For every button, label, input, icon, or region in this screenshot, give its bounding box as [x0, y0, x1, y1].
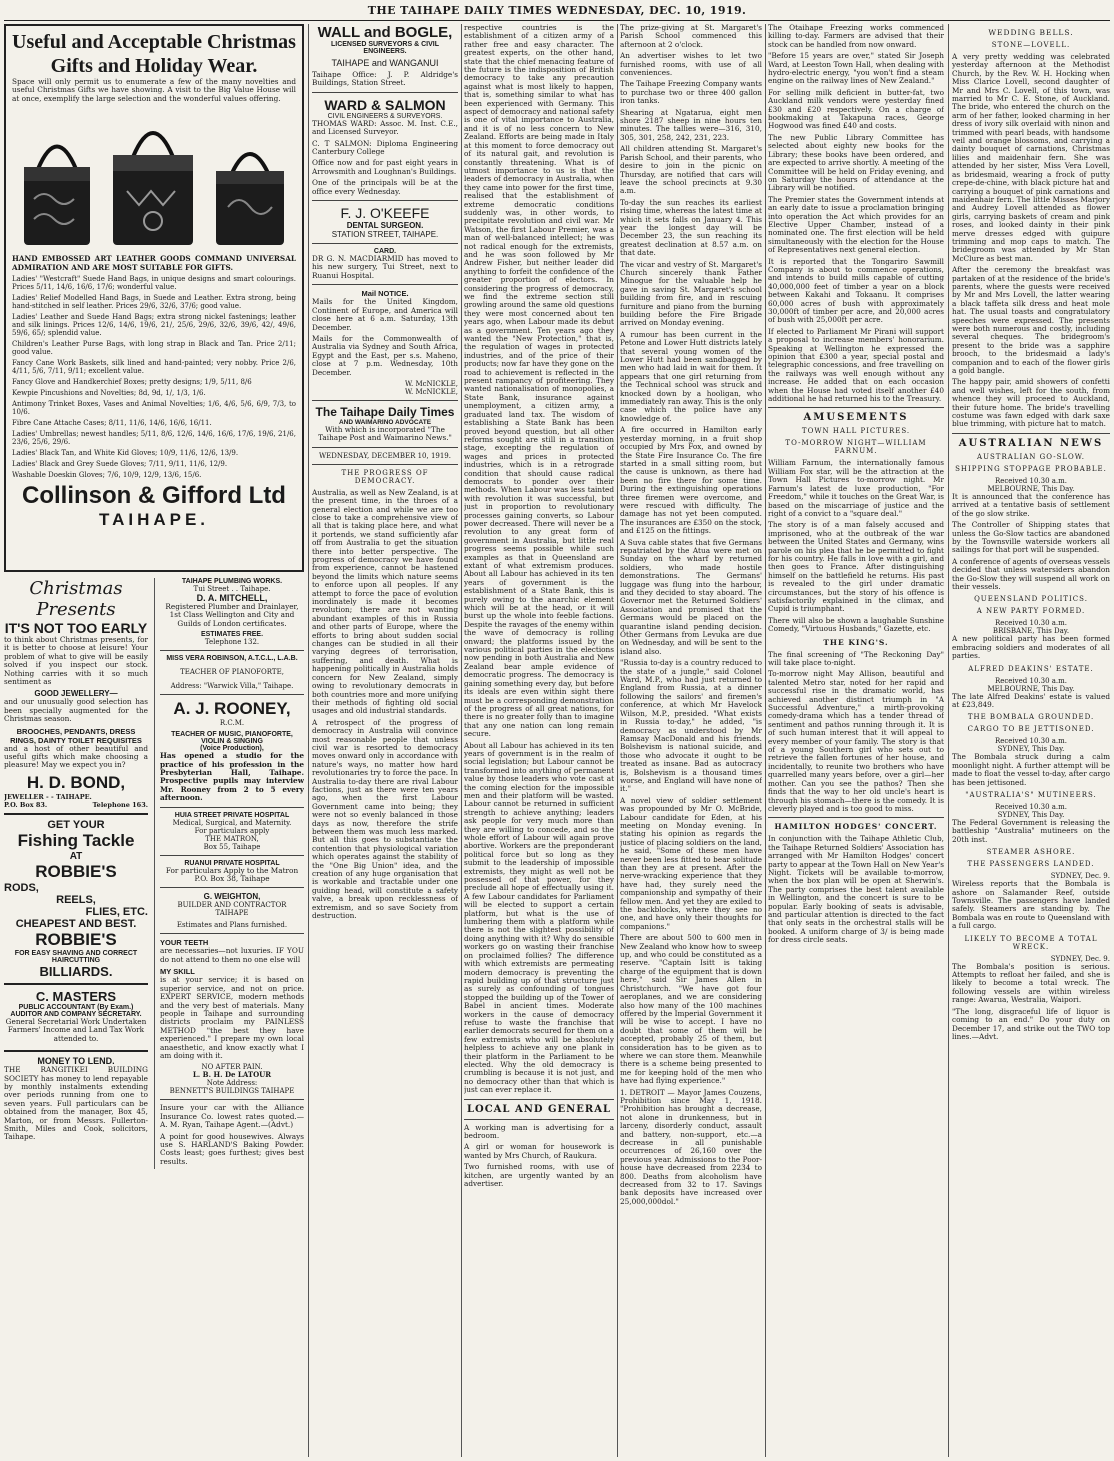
card-ad: [312, 248, 458, 280]
mail-notice: [312, 289, 458, 396]
alliance-advt: Insure your car with the Alliance Insurance Co. lowest rates quoted.—A. M. Ryan, Taihape Agent.—(Advt.): [160, 1103, 304, 1130]
local-item: For selling milk deficient in butter-fat, two Auckland milk vendors were yesterday fined £30 and £20 respectively. On a charge of bookmaking at Takapuna races, George Hogwood was fined £40 and costs.: [768, 87, 944, 131]
news-text: The late Alfred Deakins' estate is valued at £23,849.: [952, 691, 1110, 709]
harland-advt: A point for good housewives. Always use S. HARLAND'S Baking Powder. Costs least; goes furthest; gives best results.: [160, 1131, 304, 1166]
local-item: There are about 500 to 600 men in New Zealand who know how to sweep up, and who could be constituted as a reserve. "Captain Isitt is taking charge of the equipment that is down here," said Sir James Allen in Christchurch. "We have got four aeroplanes, and we are considering also how many of the 100 machines offered by the Imperial Government it will be wise to accept. I have no doubt that some of them will be accepted, probably 25 of them, but consideration has to be given as to where we can store them. Meanwhile there is a scheme being presented to me for keeping hold of the men who have had flying experience.": [620, 933, 762, 1086]
handbag-icon: [107, 113, 199, 249]
divider: [160, 1099, 304, 1100]
divider: [160, 694, 304, 695]
news-text: The Controller of Shipping states that unless the Go-Slow tactics are abandoned by the Townsville waterside workers all sailings for that port will be suspended.: [952, 520, 1110, 555]
column-rule: [765, 24, 766, 1457]
ad-item: Ladies' Black Tan, and White Kid Gloves; 10/9, 11/6, 12/6, 13/9.: [12, 449, 239, 458]
column-3: [464, 24, 614, 1457]
news-received: Received 10.30 a.m.: [994, 619, 1068, 628]
bond-contact: [4, 793, 148, 801]
ad-item: Ladies' Umbrellas; newest handles; 5/11, 8/6, 12/6, 14/6, 16/6, 17/6, 19/6, 21/6, 23/6, 25/6, 29/6.: [12, 430, 296, 447]
ad-intro: Space will only permit us to enumerate a few of the many novelties and useful Christmas Gifts we have showing. A visit to the Big Value House will at once, exemplify the large selection and the wonderful values offering.: [12, 77, 296, 103]
column-6: [952, 24, 1110, 1457]
card-text: DR G. N. MACDIARMID has moved to his new surgery, Tui Street, next to Ruanui Hospital.: [312, 254, 458, 280]
column-2: [312, 24, 458, 1457]
mail-sig: W. McNICKLE,: [405, 379, 458, 388]
mail-title: Mail NOTICE.: [361, 289, 409, 299]
amusement-text: The final screening of "The Reckoning Day" will take place to-night.: [768, 649, 944, 667]
ad-heading: HAND EMBOSSED ART LEATHER GOODS COMMAND UNIVERSAL ADMIRATION AND ARE MOST SUITABLE FOR GIFTS.: [12, 254, 296, 272]
amusements-sub: TOWN HALL PICTURES.: [801, 427, 911, 436]
amusement-text: The story is of a man falsely accused and imprisoned, who at the outbreak of the war between the United States and Germany, wins parole on his plea that he be permitted to fight for his country. He falls in love with a girl, and then goes to France. After distinguishing himself on the battlefield he returns. His past is revealed to the girl under dramatic circumstances, but the story of his offence is satisfactorily explained in the climax, and Cupid is triumphant.: [768, 520, 944, 614]
news-head: "AUSTRALIA'S" MUTINEERS.: [965, 791, 1097, 799]
column-5: [768, 24, 944, 1457]
column-4: [620, 24, 762, 1457]
column-1-lower-left: [4, 578, 148, 1169]
divider: [464, 1099, 614, 1100]
divider: [768, 407, 944, 408]
editorial-text: Australia, as well as New Zealand, is at the present time, in the throes of a general election and while we are too close to take a comprehensive view of all that is taking place here, and what it portends, we stand sufficiently afar off from Australia to get the situation there into better perspective. The progress of democracy we have found from experience, cannot be hastened beyond the limits which nature seems to enforce upon all peoples. If any attempt to force the pace of evolution inordinately is made it becomes revolution; there are not wanting abundant examples of this in Russia and other parts of Europe, where the efforts to bring about sudden social changes can be studied in all their varying degrees of terrorisation, suffering, and death. What is happening politically in Australia holds concern for New Zealand, simply owing to revolutionary democrats in both countries more and more unifying their methods of fighting old social usages and old industrial standards.: [312, 487, 458, 716]
ward-text: C. T SALMON: Diploma Engineering Canterbury College: [312, 138, 458, 157]
local-item: The Taihape Freezing Company wants to purchase two or three 400 gallon iron tanks.: [620, 79, 762, 106]
masthead: THE TAIHAPE DAILY TIMES WEDNESDAY, DEC. 10, 1919.: [367, 4, 747, 17]
local-item: All children attending St. Margaret's Parish School, and their parents, who desire to join in the picnic on Thursday, are notified that cars will leave the school precincts at 9.30 a.m.: [620, 144, 762, 196]
teeth-note: Note Address:: [206, 1079, 258, 1088]
robbie-line: GET YOUR: [47, 818, 105, 831]
news-head: QUEENSLAND POLITICS.: [974, 595, 1088, 604]
ward-text: Office now and for past eight years in Arrowsmith and Loughnan's Buildings.: [312, 158, 458, 176]
okeefe-title: F. J. O'KEEFE: [340, 205, 430, 222]
mail-text: Mails for the Commonwealth of Australia via Sydney and South Africa, Egypt and the East, per s.s. Maheno, close at 7 p.m. Wednesday, 10th December.: [312, 333, 458, 377]
mail-text: Mails for the United Kingdom, Continent of Europe, and America will close here at 6 a.m. Saturday, 13th December.: [312, 297, 458, 332]
divider: [312, 284, 458, 285]
news-dateline: BRISBANE, This Day.: [992, 627, 1070, 636]
column-rule: [617, 24, 618, 1457]
vera-addr: Address: "Warwick Villa," Taihape.: [170, 682, 294, 691]
ward-text: THOMAS WARD: Assoc. M. Inst. C.E., and Licensed Surveyor.: [312, 118, 458, 137]
divider: [768, 817, 944, 818]
editorial-text: A retrospect of the progress of democracy in Australia will convince most reasonable people that unless civil war is resorted to democracy moves onward only in accordance with nature's ways, no matter how hard revolutionaries try to force the pace. In Australia to-day there are rival Labour factions, just as there were ten years ago, when the first Labour Government came into being; they were not so evenly balanced in those days as now, therefore the strife between them was much less marked. But all this goes to substantiate the contention that physiological variation which operates against the stability of the "One Big Union" idea, and the creation of any huge organisation that is workable and tractable under one guiding head, will constitute a safety valve, a break upon recklessness of extremism, and so save Society from destruction.: [312, 717, 458, 921]
news-head: SHIPPING STOPPAGE PROBABLE.: [955, 464, 1107, 473]
ruanui-ad: [160, 860, 304, 884]
column-rule: [308, 24, 309, 1457]
divider: [312, 200, 458, 201]
plumbing-ad: [160, 578, 304, 646]
australian-news-title: AUSTRALIAN NEWS: [958, 437, 1104, 449]
money-ad: [4, 1052, 148, 1149]
masters-role: PUBLIC ACCOUNTANT (By Exam.) AUDITOR AND COMPANY SECRETARY.: [10, 1003, 142, 1018]
weighton-name: G. WEIGHTON,: [203, 892, 261, 902]
wedding-text: The happy pair, amid showers of confetti and well wishes, left for the south, from whence they will proceed to Auckland, their future home. The bride's travelling costume was fawn edged with dark saxe blue trimming, with picture hat to match.: [952, 377, 1110, 429]
rooney-deg: R.C.M.: [219, 719, 245, 728]
huia-title: HUIA STREET PRIVATE HOSPITAL: [174, 811, 290, 819]
ad-item: Ladies' Leather and Suede Hand Bags; extra strong nickel fastenings; leather and silk linings. Prices 12/6, 14/6, 19/6, 21/, 25/6, 29/6, 32/6, 39/6, 42/, 49/6, 59/6, 65/; splendid value.: [12, 313, 296, 338]
wall-bogle-ad: [312, 24, 458, 88]
divider: [312, 400, 458, 401]
news-dateline: SYDNEY, This Day.: [997, 745, 1065, 754]
weighton-text: Estimates and Plans furnished.: [176, 921, 288, 930]
local-item: The prize-giving at St. Margaret's Parish School commenced this afternoon at 2 o'clock.: [620, 24, 762, 49]
local-item: It is reported that the Tongariro Sawmill Company is about to commence operations, and intends to build mills capable of cutting 40,000,000 feet of timber a year on a block between Kakahi and Tokaanu. It comprises 60,000 acres of bush with approximately 30,000ft of timber per acre, and 20,000 acres of bush with 25,000ft per acre.: [768, 256, 944, 325]
divider: [160, 650, 304, 651]
amusement-text: There will also be shown a laughable Sunshine Comedy, "Virtuous Husbands," Gazette, etc.: [768, 615, 944, 634]
bond-text: to think about Christmas presents, for it is better to choose at leisure! Your problem of what to give will be easily solved if you inspect our stock. Nothing carries with it so much sentiment as: [4, 635, 148, 687]
news-text: Wireless reports that the Bombala is ashore on Salamander Reef, outside Townsville. The passengers have landed safely. Steamers are standing by. The Bombala was en route to Queensland with a full cargo.: [952, 879, 1110, 931]
news-text: A new political party has been formed embracing soldiers and moderates of all parties.: [952, 634, 1110, 661]
column-rule: [948, 24, 949, 1457]
local-item: The Premier states the Government intends at an early date to issue a proclamation bringing into operation the Act which provides for an Elective Upper Chamber, instead of a nominated one. The first election will be held simultaneously with the election for the House of Representatives next general election.: [768, 194, 944, 255]
rooney-sub: (Voice Production),: [200, 745, 264, 753]
weighton-ad: [160, 892, 304, 929]
plumbing-addr: Tui Street . . Taihape.: [193, 585, 271, 593]
news-dateline: SYDNEY, This Day.: [997, 811, 1065, 819]
robbie-line: FLIES, ETC.: [85, 905, 148, 918]
paper-date: WEDNESDAY, DECEMBER 10, 1919.: [318, 451, 451, 460]
news-dateline: MELBOURNE, This Day.: [987, 484, 1075, 493]
robbie-line: RODS,: [4, 881, 39, 894]
wedding-sub: STONE—LOVELL.: [991, 41, 1071, 49]
news-dateline: SYDNEY, Dec. 9.: [1050, 954, 1110, 963]
local-item: "Before 15 years are over," stated Sir Joseph Ward, at Leeston Town Hall, when dealing with hydro-electric energy, "you won't find a steam engine on the railway lines of New Zealand.": [768, 51, 944, 86]
divider: [952, 433, 1110, 434]
vera-sub: TEACHER OF PIANOFORTE,: [180, 668, 284, 677]
liquor-advt: "The long, disgraceful life of liquor is coming to an end." Do your duty on December 17, and strike out the TWO top lines.—Advt.: [952, 1006, 1110, 1041]
bond-headline: IT'S NOT TOO EARLY: [4, 620, 148, 636]
divider: [312, 447, 458, 448]
robbie-line: Fishing Tackle: [17, 830, 135, 850]
weighton-sub: BUILDER AND CONTRACTOR TAIHAPE: [177, 901, 287, 918]
collinson-gifford-ad: [4, 24, 304, 572]
christmas-script: Christmas Presents: [29, 578, 123, 620]
masters-ad: [4, 985, 148, 1052]
amusement-text: To-morrow night May Allison, beautiful and talented Metro star, noted for her rapid and successful rise in the dramatic world, has achieved another distinct triumph in "A Successful Adventure," a mirth-provoking comedy-drama which has a tender thread of sentiment and pathos running through it. It is of such human interest that it will appeal to every member of your family. The story is that of a young Southern girl who sets out to retrieve the fallen fortunes of her house, and incidentally, to reunite two brothers who have quarrelled many years before, over a girl—her mother. Can you see the pathos? Then she finds that the way to her old uncle's heart is through his stomach—there is the comedy. It is cleverly played and is too good to miss.: [768, 669, 944, 813]
news-received: Received 10.30 a.m.: [994, 803, 1068, 811]
firm-name: Collinson & Gifford Ltd: [22, 482, 286, 510]
news-text: The Federal Government is releasing the battleship "Australia" mutineers on the 20th inst.: [952, 818, 1110, 844]
robbie-ad: [4, 815, 148, 985]
okeefe-ad: [312, 205, 458, 239]
paper-nameplate: [312, 405, 458, 465]
hodges-title: HAMILTON HODGES' CONCERT.: [774, 822, 938, 832]
local-item: A girl or woman for housework is wanted by Mrs Church, of Raukura.: [464, 1142, 614, 1160]
divider: [312, 92, 458, 93]
robbie-line: AT: [69, 850, 83, 862]
news-head: A NEW PARTY FORMED.: [976, 607, 1086, 616]
teeth-text: are necessaries—not luxuries. IF YOU do not attend to them no one else will: [160, 946, 304, 964]
robbie-line: REELS,: [56, 893, 96, 906]
news-text: It is announced that the conference has arrived at a tentative basis of settlement of the go slow strike.: [952, 491, 1110, 518]
robbie-line: FOR EASY SHAVING AND CORRECT HAIRCUTTING: [14, 949, 138, 964]
news-head: THE BOMBALA GROUNDED.: [967, 713, 1095, 722]
okeefe-addr: STATION STREET, TAIHAPE.: [331, 230, 439, 240]
plumbing-phone: Telephone 132.: [204, 638, 260, 647]
paper-title: The Taihape Daily Times: [315, 404, 455, 419]
plumbing-estimates: ESTIMATES FREE.: [200, 631, 264, 639]
editorial-text: respective countries is the establishment of a citizen army of a rather free and easy character. The greatest experts, on the other hand, state that the chief menacing feature of the future is the indisposition of British democracy to take any precaution against what is most likely to happen, that is, something similar to what has been experienced with Germany. This aspect of democracy and national safety is one of vital importance to Australia, and it is of no less concern to New Zealand. Efforts are being made in Italy at this moment to force democracy out of its natural gait, and revolution is constantly threatening. What is of utmost importance to us is that the leaders of democracy in Australia, when they came into power for the first time, realised that the establishment of extreme democratic conditions suddenly was, in other words, to precipitate revolution and civil war. Mr Watson, the first Labour Premier, was a man of well-balanced intellect; he was not radical enough for the extremists, and he was soon followed by Mr Andrew Fisher, but neither leader did anything to forfeit the confidence of the greater proportion of electors. In considering the progress of democracy, we find the extreme section still growling around the same old questions they were most concerned about ten years ago, when Labour made its debut as a government. Ten years ago they wanted the "New Protection," that is, the regulation of wages in protected industries, and of the price of their products; now far have they gone on the road to achievement is reflected in the present rampancy of profiteering. They wanted nationalisation of monopolies, a State Bank, insurance against unemployment, a citizen army, a graduated land tax. The wisdom of establishing a State Bank has been proved beyond question, but all other reforms sought are still in a transition stage, excepting the regulation of wages and prices in protected industries, which is in a retrograde condition that should cause radical democrats to ponder over their methods. When Labour was less tainted with revolution it was successful, but just in proportion to revolutionary processes gaining converts, so Labour power decreased. There will never be a revolution to any great form of government in Australia, but little real progress seems possible while such examples as that in Queensland are extant of what extremism produces. About all Labour has achieved in its ten years of government is the establishment of a State Bank, this is purely owing to the anarchic element which will be at the head, or it will burst up the whole into feeble factions. Despite the ravages of the enemy within the wave of democracy is rolling onward; the platforms issued by the various political parties in the elections now pending in both Australia and New Zealand bear ample evidence of democratic progress. The democracy is gaining something every day, but before its ideals are even within sight there must be a corresponding demonstration of the progress of all great nations, for there is no greater folly than to imagine that any one nation can long remain secure.: [464, 24, 614, 739]
ward-sub: CIVIL ENGINEERS & SURVEYORS.: [327, 112, 443, 120]
local-item: The vicar and vestry of St. Margaret's Church sincerely thank Father Minogue for the valuable help he gave in saving St. Margaret's school building from fire, and in rescuing furniture and piano from the burning building before the Fire Brigade arrived on Monday evening.: [620, 259, 762, 328]
teeth-skill: MY SKILL: [160, 967, 195, 977]
robbie-name: ROBBIE'S: [35, 861, 117, 881]
teeth-name: L. B. H. De LATOUR: [192, 1070, 272, 1080]
wedding-text: After the ceremony the breakfast was partaken of at the residence of the bride's parents, where the guests were received by Mr and Mrs Lovell, the latter wearing a black taffeta silk dress and heat mole hat. The usual toasts and congratulatory speeches were expressed. The presents were both numerous and costly, including several cheques. The bridegroom's present to the bride was a sapphire brooch, to the bridesmaid a lady's companion and to each of the flower girls a gold bangle.: [952, 265, 1110, 376]
news-received: Received 10.30 a.m.: [994, 737, 1068, 746]
masters-name: C. MASTERS: [35, 988, 117, 1004]
local-item: A Suva cable states that five Germans repatriated by the Atua were met on Sunday on the wharf by returned soldiers, who made hostile demonstrations. The Germans' luggage was flung into the harbour, and they decided to stay aboard. The Governor met the Returned Soldiers' Association and promised that the Germans would be placed on the quarantine island pending decision. Other Germans from Levuka are due on Wednesday, and will be sent to the island also.: [620, 537, 762, 656]
local-item: The new Public Library Committee has selected about eighty new books for the Library; these books have been ordered, and are expected to arrive shortly. A meeting of the Committee will be held on Friday evening, and on Saturday the hours of attendance at the Library will be notified.: [768, 132, 944, 193]
editorial-text: About all Labour has achieved in its ten years of government is in the realm of social legislation; but Labour cannot be transformed into anything of permanent value by those leaders who vote cast at the coming election for the impossible men and their platform will be wasted. Labour cannot be returned in sufficient strength to achieve anything; leaders ask people for very much more than they are willing to concede, and so the whole effort of Labour will again prove abortive. Workers are the preponderant political force but so long as they submit to the leadership of impossible extremists, they might as well not be possessed of that power, for they preclude all hope of effectually using it. A few Labour candidates for Parliament will be elected to support a certain platform, but what is the use of lumbering them with a platform while there is not the slightest possibility of doing anything with it? Why do sensible workers go on wasting their franchise on proclaimed follies? The difference with which extremists are permeating modern democracy is preventing the rapid building up of that structure just as surely as confounding of tongues stopped the building up of the Tower of Babel in ancient times. Moderate workers in the cause of democracy refuse to waste the franchise that earlier democrats secured for them on a few extremists who will be absolutely helpless to achieve any one plank in their platform in the Parliament to be elected. Why the old democracy is crumbling is because it is not just, and no democracy other than that which is just can ever replace it.: [464, 740, 614, 1095]
local-item: Shearing at Ngatarua, eight men shore 2187 sheep in nine hours ten minutes. The tallies were—316, 310, 305, 301, 258, 242, 231, 223.: [620, 107, 762, 142]
paper-sub: AND WAIMARINO ADVOCATE: [338, 418, 432, 426]
news-received: Received 10.30 a.m.: [994, 676, 1068, 685]
amusement-text: William Farnum, the internationally famous William Fox star, will be the attraction at the Town Hall Pictures to-morrow night. Mr Farnum's latest de luxe production, "For Freedom," while it touches on the Great War, is based on the miscarriage of justice and the right of a convict to a "square deal.": [768, 458, 944, 518]
rooney-sub: TEACHER OF MUSIC, PIANOFORTE, VIOLIN & SINGING: [171, 731, 293, 746]
ad-item: Ladies' "Westcraft" Suede Hand Bags, in unique designs and smart colourings. Prices 5/11, 14/6, 16/6, 17/6; wonderful value.: [12, 275, 296, 292]
rooney-ad: [160, 699, 304, 802]
news-head: THE PASSENGERS LANDED.: [967, 860, 1095, 869]
local-item: An advertiser wishes to let two furnished rooms, with use of all conveniences.: [620, 51, 762, 78]
ad-title: Useful and Acceptable Christmas Gifts and Holiday Wear.: [12, 31, 296, 77]
money-text: THE RANGITIKEI BUILDING SOCIETY has money to lend repayable by monthly instalments extending over periods running from one to seven years. Full particulars can be obtained from the manager, Box 45, Marton, or from Messrs. Fullerton-Smith, Miles and Cook, solicitors, Taihape.: [4, 1065, 148, 1142]
bond-box: P.O. Box 83.: [4, 800, 48, 809]
vera-title: MISS VERA ROBINSON, A.T.C.L., L.A.B.: [166, 655, 298, 663]
firm-town: TAIHAPE.: [98, 510, 210, 530]
news-text: The Bombala struck during a calm moonlight night. A further attempt will be made to float the vessel to-day, after cargo has been jettisoned.: [952, 752, 1110, 787]
plumbing-name: D. A. MITCHELL,: [196, 593, 268, 603]
ad-item: Kewpie Pincushions and Novelties; 8d, 9d, 1/, 1/3, 1/6.: [12, 389, 206, 398]
news-head: STEAMER ASHORE.: [986, 848, 1076, 857]
amusements-title: AMUSEMENTS: [803, 412, 909, 424]
robbie-line: CHEAPEST AND BEST.: [15, 917, 137, 930]
news-head: LIKELY TO BECOME A TOTAL WRECK.: [964, 934, 1098, 951]
vera-ad: [160, 655, 304, 690]
handbag-icon: [210, 137, 290, 249]
huia-sub: Medical, Surgical, and Maternity.: [172, 818, 292, 827]
paper-inc: With which is incorporated "The Taihape Post and Waimarino News.": [318, 424, 452, 443]
bond-name: H. D. BOND,: [26, 772, 126, 792]
teeth-nopain: NO AFTER PAIN.: [201, 1063, 263, 1072]
divider: [464, 1119, 614, 1120]
ward-salmon-ad: [312, 97, 458, 196]
ad-item: Fancy Cane Work Baskets, silk lined and hand-painted; very nobby. Price 2/6, 4/11, 5/6, 7/11, 9/11; excellent value.: [12, 359, 296, 376]
ad-item: Fibre Cane Attache Cases; 8/11, 11/6, 14/6, 16/6, 16/11.: [12, 419, 212, 428]
local-item: A rumour has been current in the Petone and Lower Hutt districts lately that several young women of the Lower Hutt had been sandbagged by men who had laid in wait for them. It appears that one girl returning from the Technical school was struck and knocked down by a hooligan, who immediately ran away. This is the only case which the police have any knowledge of.: [620, 329, 762, 423]
rooney-text: Has opened a studio for the practice of his profession in the Presbyterian Hall, Taihape. Prospective pupils may interview Mr. Rooney from 2 to 5 every afternoon.: [160, 751, 304, 803]
divider: [312, 243, 458, 244]
ward-text: One of the principals will be at the office every Wednesday.: [312, 178, 458, 196]
divider: [312, 464, 458, 465]
column-1-lower: [4, 578, 304, 1169]
local-item: A working man is advertising for a bedroom.: [464, 1122, 614, 1140]
teeth-title: YOUR TEETH: [160, 938, 209, 948]
teeth-address: BENNETT'S BUILDINGS TAIHAPE: [169, 1087, 295, 1096]
column-rule: [461, 24, 462, 1457]
local-item: If elected to Parliament Mr Pirani will support a proposal to increase members' honorarium. Speaking at Wellington he expressed the opinion that £300 a year, special postal and telegraphic concessions, and free travelling on the railways was well enough without any increase. He added that on each occasion when the House had voted itself another £40 additional he had returned his to the Treasury.: [768, 326, 944, 404]
huia-text: THE MATRON,: [205, 834, 259, 843]
bond-contact: [4, 801, 148, 809]
plumbing-title: TAIHAPE PLUMBING WORKS.: [181, 578, 283, 585]
ad-item: Ladies' Black and Grey Suede Gloves; 7/11, 9/11, 11/6, 12/9.: [12, 460, 228, 469]
wall-towns: TAIHAPE and WANGANUI: [331, 58, 439, 68]
news-dateline: MELBOURNE, This Day.: [987, 684, 1075, 693]
wall-text: Taihape Office: J. P. Aldridge's Buildings, Station Street.: [312, 70, 458, 88]
kings-title: THE KING'S.: [823, 637, 889, 647]
ad-item: Fancy Glove and Handkerchief Boxes; pretty designs; 1/9, 5/11, 8/6: [12, 378, 252, 387]
amusement-text: In conjunction with the Taihape Athletic Club, the Taihape Returned Soldiers' Association has arranged with Mr Hamilton Hodges' concert party to appear at the Town Hall on New Year's Night. Tickets will be available to-morrow, when the box plan will be open at Sherwin's. The party comprises the best talent available in Wellington, and the concert is sure to be popular. Early booking of seats is advisable, and particular attention is directed to the fact that only seats in the orchestral stalls will be booked. A uniform charge of 3/ is being made for dress circle seats.: [768, 834, 944, 945]
local-general-title: LOCAL AND GENERAL: [466, 1103, 612, 1115]
teeth-text: is at your service; it is based on superior service, and not on price. EXPERT SERVICE, modern methods and the very best of materials. Many people in Taihape and surrounding districts proclaim my PAINLESS METHOD "the best they have experienced." I prepare my own local anaesthetic, and know exactly what I am doing with it.: [160, 975, 304, 1060]
bond-sub: JEWELLER - - TAIHAPE.: [4, 792, 92, 801]
local-item: The Otaihape Freezing works commenced killing to-day. Farmers are advised that their stock can be handled from now onward.: [768, 24, 944, 49]
card-title: CARD.: [373, 248, 397, 256]
divider: [160, 933, 304, 934]
ruanui-text: For particulars Apply to the Matron P.O. Box 38, Taihape: [165, 865, 299, 884]
news-text: A conference of agents of overseas vessels decided that unless watersiders abandon the Go-Slow they will suspend all work on their vessels.: [952, 556, 1110, 591]
divider: [160, 855, 304, 856]
local-item: 1. DETROIT — Mayor James Couzens, Prohibition since May 1, 1918. "Prohibition has brought a decrease, not alone in drunkenness, but in larceny, disorderly conduct, assault and battery, non-support, etc.—a decrease in all punishable occurrences of 26,160 over the previous year. Admissions to the Poor-house have decreased from 2234 to 800. Deaths from alcoholism have decreased from 32 to 17. Savings bank deposits have increased over 25,000,000dol.": [620, 1087, 762, 1206]
huia-text: Box 55, Taihape: [203, 842, 261, 851]
editorial-title: THE PROGRESS OF DEMOCRACY.: [341, 468, 429, 485]
news-head: AUSTRALIAN GO-SLOW.: [977, 452, 1085, 461]
wall-title: WALL and BOGLE,: [317, 24, 453, 41]
local-item: A novel view of soldier settlement was propounded by Mr O. McBride, Labour candidate for Eden, at his meeting on Monday evening. In stating his opinion as regards the justice of placing soldiers on the land, he said, "Some of these men have never been less fitted to bear solitude than they are at present. After the nerve-wracking experience that they have had, they surely need the companionship and sympathy of their fellow men. And yet they are exiled to the backblocks, where they see no one, and have only their thoughts for companions.": [620, 795, 762, 931]
local-item: Two furnished rooms, with use of kitchen, are urgently wanted by an advertiser.: [464, 1162, 614, 1189]
bond-text: and our unusually good selection has been specially augmented for the Christmas season.: [4, 697, 148, 724]
bond-jewellery: GOOD JEWELLERY—: [34, 689, 118, 699]
huia-ad: [160, 812, 304, 851]
bond-phone: Telephone 163.: [92, 800, 148, 809]
news-received: Received 10.30 a.m.: [994, 476, 1068, 485]
amusements-sub: TO-MORROW NIGHT—WILLIAM FARNUM.: [785, 439, 927, 456]
wedding-title: WEDDING BELLS.: [988, 28, 1074, 37]
rooney-title: A. J. ROONEY,: [173, 699, 291, 719]
news-text: The Bombala's position is serious. Attempts to refloat her failed, and she is likely to become a total wreck. The following vessels are within wireless range: Awarua, Westralia, Waipori.: [952, 961, 1110, 1005]
column-1-lower-right: [154, 578, 304, 1169]
ad-item: Ladies' Relief Modelled Hand Bags, in Suede and Leather. Extra strong, being hand-stitched in self leather. Prices 29/6, 32/6, 37/6; good value.: [12, 294, 296, 311]
ward-title: WARD & SALMON: [324, 96, 446, 113]
money-title: MONEY TO LEND.: [37, 1056, 115, 1067]
handbag-icon: [18, 129, 96, 249]
ad-item: Antimony Trinket Boxes, Vases and Animal Novelties; 1/6, 4/6, 5/6, 6/9, 7/3, to 10/6.: [12, 400, 296, 417]
column-1: [4, 24, 304, 1457]
local-item: A fire occurred in Hamilton early yesterday morning, in a fruit shop occupied by Mrs Fox, and owned by the State Fire Insurance Co. The fire started in a small sitting room, but the cause is unknown, as there had been no fire there for some time. During the extinguishing operations three firemen were overcome, and were rescued with difficulty. The damage has not yet been computed. The insurances are £350 on the stock, and £125 on the fittings.: [620, 425, 762, 536]
bond-list: BROOCHES, PENDANTS, DRESS RINGS, DAINTY TOILET REQUISITES: [10, 726, 142, 745]
ad-item: Children's Leather Purse Bags, with long strap in Black and Tan. Price 2/11; good value.: [12, 340, 296, 357]
teeth-ad: [160, 938, 304, 1095]
news-head: CARGO TO BE JETTISONED.: [967, 725, 1095, 734]
news-dateline: SYDNEY, Dec. 9.: [1050, 872, 1110, 881]
ruanui-title: RUANUI PRIVATE HOSPITAL: [184, 859, 280, 867]
okeefe-sub: DENTAL SURGEON.: [346, 221, 424, 231]
masters-text: General Secretarial Work Undertaken Farmers' Income and Land Tax Work attended to.: [5, 1016, 147, 1043]
bond-ad: [4, 578, 148, 815]
wedding-text: A very pretty wedding was celebrated yesterday afternoon at the Methodist Church, by the Rev. W. H. Hocking when Miss Clarice Lovell, second daughter of Mr and Mrs C. Lovell, of this town, was married to Mr C. E. Stone, of Auckland. The bride, who entered the church on the arm of her father, looked charming in her dress of ivory silk overlaid with ninon and trimmed with pearl beads, with handsome veil and orange blossoms, and carrying a dainty bouquet of carnations, Christmas lilies and maidenhair fern. She was attended by her sister, Miss Vera Lovell, as bridesmaid, wearing a frock of putty crepe-de-chine, with black picture hat and carrying a bouquet of pink carnations and maidenhair fern. The little Misses Marjory and Audrey Lovell attended as flower girls, carrying baskets of cream and pink roses, and looked dainty in their pink merve dresses edged with guipure trimming and mop caps to match. The bridegroom was attended by Mr Stan McClure as best man.: [952, 52, 1110, 263]
plumbing-text: Registered Plumber and Drainlayer, 1st Class Wellington and City and Guilds of London certificates.: [165, 602, 299, 628]
huia-text: For particulars apply: [194, 826, 270, 835]
wall-sub: LICENSED SURVEYORS & CIVIL ENGINEERS.: [330, 41, 439, 55]
robbie-name: ROBBIE'S: [35, 929, 117, 949]
masthead-rule: [4, 20, 1110, 21]
news-head: ALFRED DEAKINS' ESTATE.: [968, 664, 1094, 673]
divider: [160, 807, 304, 808]
robbie-line: BILLIARDS.: [39, 963, 113, 979]
local-item: "Russia to-day is a country reduced to the state of a jungle," said Colonel Ward, M.P., who had just returned to England from Russia, at a dinner following the sailors' and firemen's conference, at which Mr Havelock Wilson, M.P., presided. "What exists in Russia to-day," he added, "is democracy as understood by Mr Ramsay MacDonald and his friends. Bolshevism is national suicide, and those who advocate it ought to be treated as insane. Bad as autocracy is, Bolshevism is a thousand times worse, and England will have none of it.": [620, 658, 762, 794]
bond-text: and a host of other beautiful and useful gifts which make choosing a pleasure! May we expect you in?: [4, 743, 148, 770]
divider: [160, 887, 304, 888]
ad-item: Washable Doeskin Gloves; 7/6, 10/9, 12/9, 13/6, 15/6.: [12, 471, 202, 480]
handbag-illustrations: [12, 109, 296, 249]
local-item: To-day the sun reaches its earliest rising time, whereas the latest time at which it sets falls on January 4. This year the longest day will be December 23, the sun reaching its greatest declination at 8.57 a.m. on that date.: [620, 197, 762, 258]
mail-sig: W. McNICKLE,: [405, 387, 458, 396]
